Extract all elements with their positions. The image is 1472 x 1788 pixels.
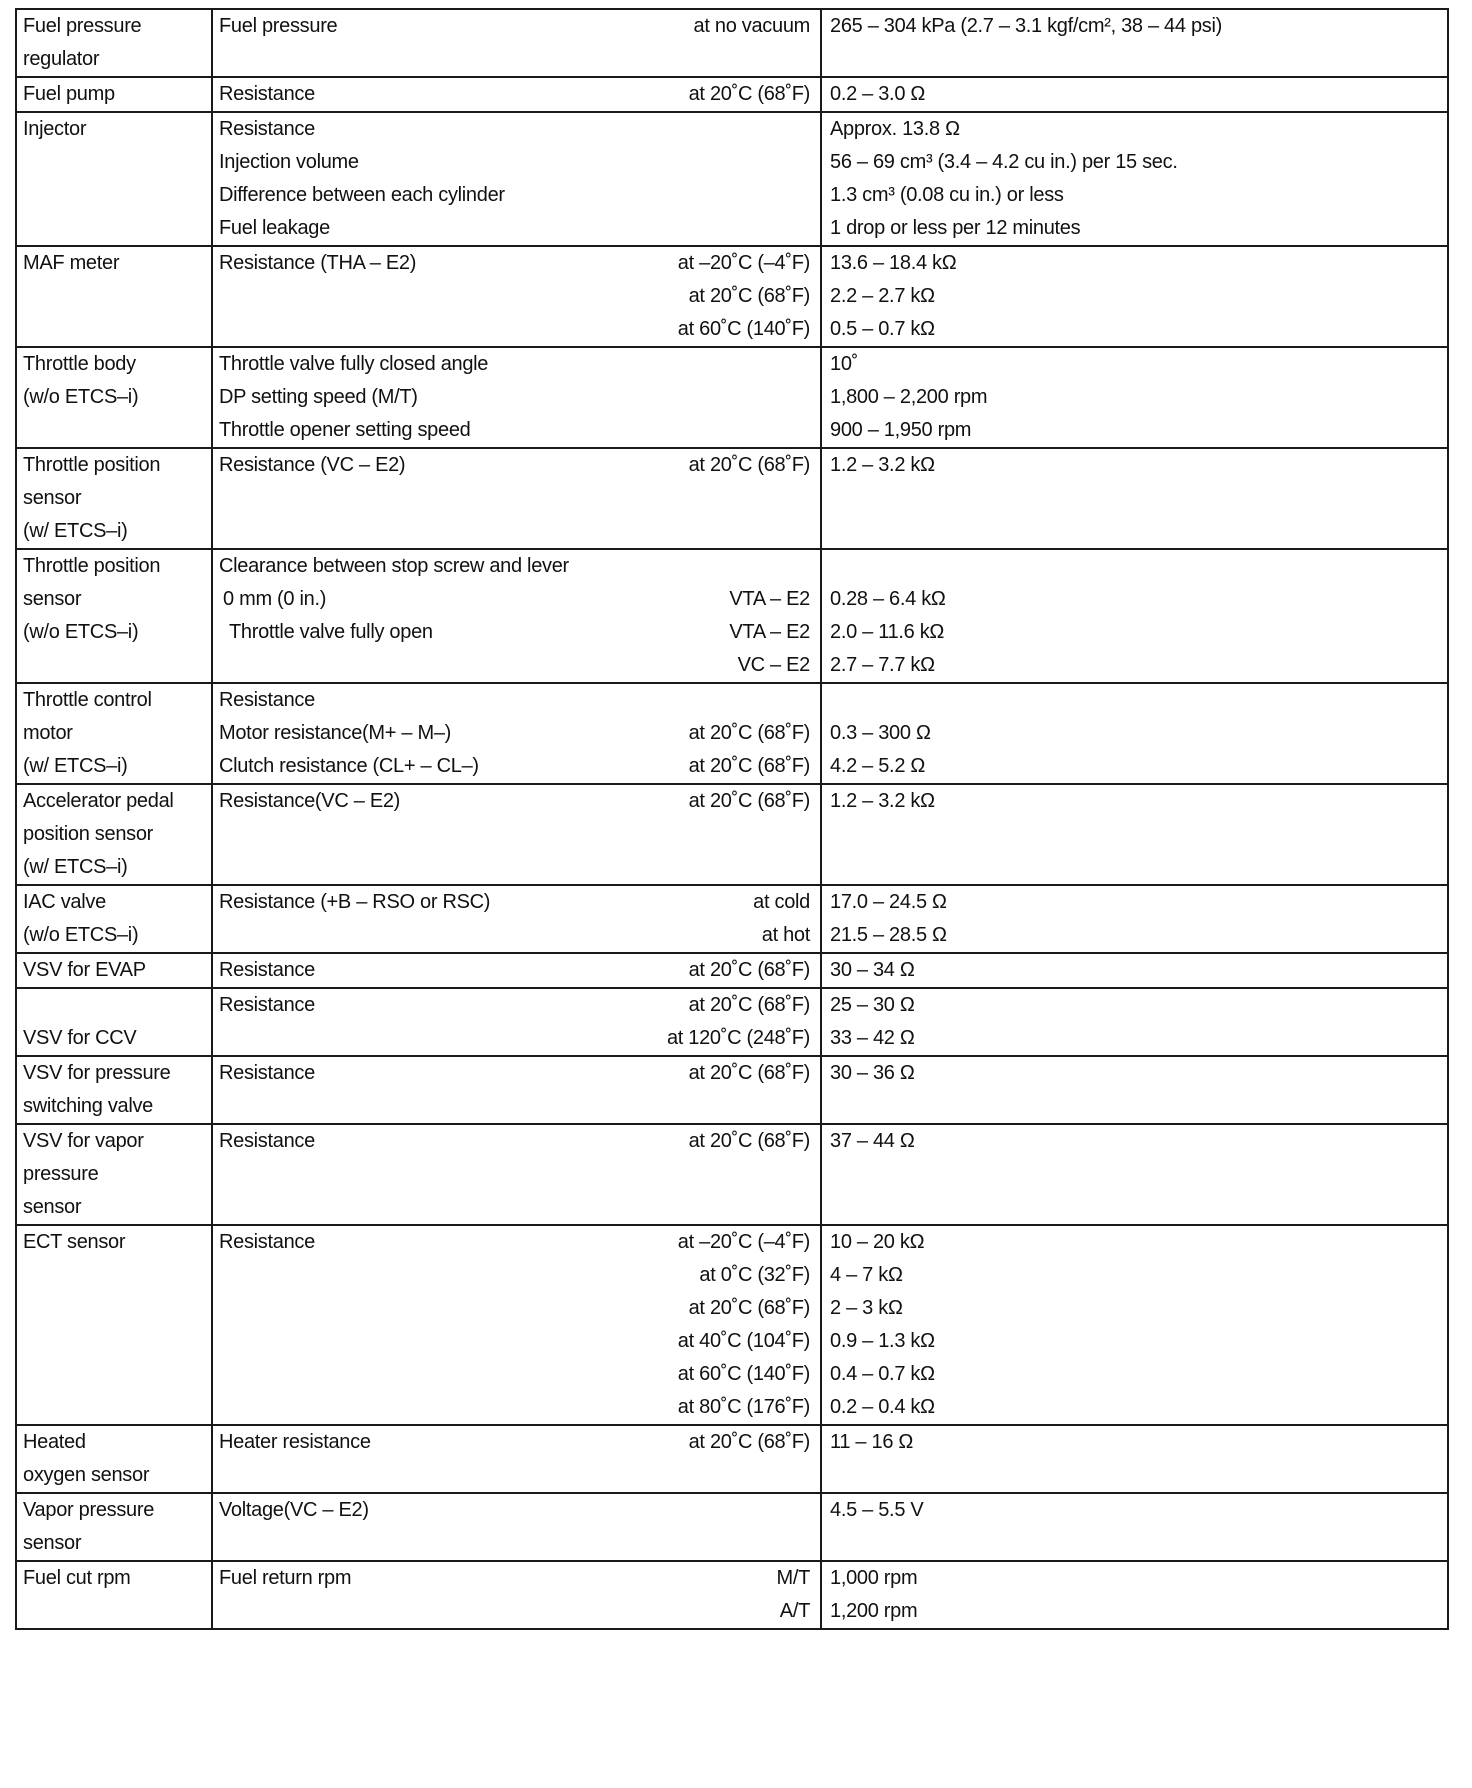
component-name-line: IAC valve <box>23 891 106 913</box>
table-row <box>16 9 1448 77</box>
check-item-label: Resistance (THA – E2) <box>219 252 417 274</box>
check-item-label: Resistance <box>219 1231 315 1253</box>
spec-value-cell <box>821 885 1448 953</box>
spec-value <box>822 1527 1447 1560</box>
spec-value: 2 – 3 kΩ <box>830 1297 903 1319</box>
component-name-line: Fuel pump <box>23 83 115 105</box>
spec-value <box>822 550 1447 583</box>
check-item-label: Difference between each cylinder <box>219 184 505 206</box>
spec-value: 21.5 – 28.5 Ω <box>830 924 947 946</box>
test-condition: at 60˚C (140˚F) <box>677 318 810 340</box>
check-item-line <box>213 212 820 245</box>
component-name-line <box>17 1391 211 1424</box>
check-item-line <box>213 449 820 482</box>
spec-value-cell <box>821 1124 1448 1225</box>
check-item-line <box>213 1057 820 1090</box>
spec-table-body <box>16 9 1448 1629</box>
table-row <box>16 1493 1448 1561</box>
check-item-line <box>213 750 820 783</box>
check-item-label: Resistance <box>219 1062 315 1084</box>
spec-value-cell <box>821 1425 1448 1493</box>
check-item-cell <box>212 683 821 784</box>
component-name-line <box>17 179 211 212</box>
component-cell <box>16 347 212 448</box>
component-name-line <box>17 212 211 245</box>
table-row <box>16 448 1448 549</box>
component-name-line <box>17 1358 211 1391</box>
check-item-line <box>213 146 820 179</box>
test-condition: at 120˚C (248˚F) <box>666 1027 810 1049</box>
check-item-label: Injection volume <box>219 151 359 173</box>
component-cell <box>16 885 212 953</box>
check-item-line <box>213 785 820 818</box>
spec-value <box>822 851 1447 884</box>
check-item-line <box>213 851 820 884</box>
component-name-line: sensor <box>23 487 82 509</box>
check-item-label: Clutch resistance (CL+ – CL–) <box>219 755 479 777</box>
table-row <box>16 77 1448 112</box>
check-item-label: Throttle valve fully closed angle <box>219 353 489 375</box>
table-row <box>16 1425 1448 1493</box>
component-cell <box>16 1056 212 1124</box>
check-item-label: Resistance <box>219 118 315 140</box>
check-item-line <box>213 1391 820 1424</box>
check-item-label: Voltage(VC – E2) <box>219 1499 369 1521</box>
check-item-cell <box>212 1056 821 1124</box>
spec-value-cell <box>821 1056 1448 1124</box>
component-name-line: sensor <box>23 588 82 610</box>
component-cell <box>16 1561 212 1629</box>
check-item-line <box>213 954 820 987</box>
check-item-label: Resistance <box>219 689 315 711</box>
spec-value: 2.0 – 11.6 kΩ <box>830 621 945 643</box>
check-item-label: Throttle valve fully open <box>229 621 433 643</box>
component-name-line: Heated <box>23 1431 86 1453</box>
check-item-label: Fuel pressure <box>219 15 338 37</box>
check-item-cell <box>212 1561 821 1629</box>
check-item-cell <box>212 347 821 448</box>
spec-value: 10˚ <box>830 353 859 375</box>
component-name-line: (w/ ETCS–i) <box>23 856 128 878</box>
component-name-line: Throttle control <box>23 689 152 711</box>
component-cell <box>16 953 212 988</box>
spec-value-cell <box>821 77 1448 112</box>
check-item-line <box>213 1158 820 1191</box>
check-item-line <box>213 247 820 280</box>
component-name-line: oxygen sensor <box>23 1464 150 1486</box>
check-item-line <box>213 717 820 750</box>
test-condition: at 20˚C (68˚F) <box>688 454 810 476</box>
table-row <box>16 1561 1448 1629</box>
spec-value: 4.2 – 5.2 Ω <box>830 755 926 777</box>
component-cell <box>16 784 212 885</box>
table-row <box>16 549 1448 683</box>
component-name-line: VSV for EVAP <box>23 959 146 981</box>
component-name-line <box>17 1292 211 1325</box>
check-item-label: Resistance (+B – RSO or RSC) <box>219 891 491 913</box>
check-item-cell <box>212 112 821 246</box>
test-condition: at 20˚C (68˚F) <box>688 285 810 307</box>
test-condition: at 20˚C (68˚F) <box>688 1431 810 1453</box>
spec-value <box>822 818 1447 851</box>
check-item-line <box>213 818 820 851</box>
check-item-cell <box>212 549 821 683</box>
test-condition: at 20˚C (68˚F) <box>688 722 810 744</box>
component-name-line: Throttle position <box>23 454 161 476</box>
test-condition: at 40˚C (104˚F) <box>677 1330 810 1352</box>
component-name-line: Throttle body <box>23 353 136 375</box>
spec-value-cell <box>821 347 1448 448</box>
check-item-line <box>213 684 820 717</box>
table-row <box>16 784 1448 885</box>
check-item-label: Resistance (VC – E2) <box>219 454 406 476</box>
check-item-cell <box>212 1124 821 1225</box>
spec-value <box>822 684 1447 717</box>
spec-value: 1 drop or less per 12 minutes <box>830 217 1081 239</box>
spec-value: 1,800 – 2,200 rpm <box>830 386 988 408</box>
component-name-line: sensor <box>23 1532 82 1554</box>
check-item-line <box>213 1595 820 1628</box>
check-item-label: Resistance(VC – E2) <box>219 790 401 812</box>
component-name-line: (w/o ETCS–i) <box>23 924 139 946</box>
spec-value-cell <box>821 112 1448 246</box>
test-condition: at 20˚C (68˚F) <box>688 994 810 1016</box>
check-item-cell <box>212 448 821 549</box>
component-name-line: Fuel pressure <box>23 15 142 37</box>
spec-value-cell <box>821 953 1448 988</box>
test-condition: at 80˚C (176˚F) <box>677 1396 810 1418</box>
check-item-cell <box>212 784 821 885</box>
component-name-line: Injector <box>23 118 87 140</box>
table-row <box>16 347 1448 448</box>
spec-value-cell <box>821 1561 1448 1629</box>
component-name-line: switching valve <box>23 1095 154 1117</box>
check-item-line <box>213 43 820 76</box>
spec-value: 1.2 – 3.2 kΩ <box>830 454 935 476</box>
check-item-line <box>213 113 820 146</box>
component-name-line: Vapor pressure <box>23 1499 155 1521</box>
check-item-label: Heater resistance <box>219 1431 371 1453</box>
test-condition: at no vacuum <box>693 15 810 37</box>
component-cell <box>16 683 212 784</box>
spec-value: 0.28 – 6.4 kΩ <box>830 588 946 610</box>
check-item-line <box>213 381 820 414</box>
component-cell <box>16 1225 212 1425</box>
check-item-line <box>213 1259 820 1292</box>
component-cell <box>16 112 212 246</box>
component-name-line: sensor <box>23 1196 82 1218</box>
check-item-label: Resistance <box>219 1130 315 1152</box>
spec-value: 17.0 – 24.5 Ω <box>830 891 947 913</box>
check-item-line <box>213 1325 820 1358</box>
component-cell <box>16 448 212 549</box>
spec-value: 4.5 – 5.5 V <box>830 1499 924 1521</box>
check-item-line <box>213 1494 820 1527</box>
component-cell <box>16 1124 212 1225</box>
check-item-line <box>213 10 820 43</box>
table-row <box>16 1124 1448 1225</box>
test-condition: at 20˚C (68˚F) <box>688 83 810 105</box>
table-row <box>16 112 1448 246</box>
spec-value: 1,200 rpm <box>830 1600 918 1622</box>
spec-value: 30 – 34 Ω <box>830 959 915 981</box>
spec-value: 0.3 – 300 Ω <box>830 722 931 744</box>
component-name-line: MAF meter <box>23 252 120 274</box>
spec-value <box>822 515 1447 548</box>
check-item-line <box>213 1125 820 1158</box>
component-cell <box>16 246 212 347</box>
component-cell <box>16 1425 212 1493</box>
check-item-line <box>213 583 820 616</box>
check-item-cell <box>212 988 821 1056</box>
table-row <box>16 988 1448 1056</box>
component-name-line <box>17 414 211 447</box>
test-condition: M/T <box>776 1567 810 1589</box>
component-name-line: (w/o ETCS–i) <box>23 386 139 408</box>
spec-value-cell <box>821 988 1448 1056</box>
spec-value-cell <box>821 1493 1448 1561</box>
check-item-line <box>213 179 820 212</box>
check-item-line <box>213 1358 820 1391</box>
spec-value: 265 – 304 kPa (2.7 – 3.1 kgf/cm², 38 – 44 psi) <box>830 15 1222 37</box>
check-item-label: Resistance <box>219 994 315 1016</box>
check-item-label: Motor resistance(M+ – M–) <box>219 722 452 744</box>
check-item-line <box>213 616 820 649</box>
spec-value: 0.4 – 0.7 kΩ <box>830 1363 935 1385</box>
table-row <box>16 1225 1448 1425</box>
spec-value: Approx. 13.8 Ω <box>830 118 960 140</box>
check-item-line <box>213 78 820 111</box>
check-item-line <box>213 1226 820 1259</box>
check-item-cell <box>212 1493 821 1561</box>
component-name-line: position sensor <box>23 823 154 845</box>
test-condition: at 20˚C (68˚F) <box>688 1297 810 1319</box>
component-name-line <box>17 989 211 1022</box>
check-item-line <box>213 1090 820 1123</box>
check-item-line <box>213 886 820 919</box>
component-name-line: Accelerator pedal <box>23 790 174 812</box>
spec-value: 25 – 30 Ω <box>830 994 915 1016</box>
check-item-label: 0 mm (0 in.) <box>223 588 327 610</box>
component-name-line: regulator <box>23 48 100 70</box>
test-condition: at 60˚C (140˚F) <box>677 1363 810 1385</box>
spec-value: 1.2 – 3.2 kΩ <box>830 790 935 812</box>
table-row <box>16 246 1448 347</box>
spec-value: 1.3 cm³ (0.08 cu in.) or less <box>830 184 1064 206</box>
check-item-cell <box>212 9 821 77</box>
test-condition: at 20˚C (68˚F) <box>688 1062 810 1084</box>
check-item-line <box>213 989 820 1022</box>
spec-value: 0.2 – 0.4 kΩ <box>830 1396 935 1418</box>
test-condition: at 20˚C (68˚F) <box>688 790 810 812</box>
spec-value-cell <box>821 683 1448 784</box>
component-name-line <box>17 1595 211 1628</box>
component-name-line <box>17 280 211 313</box>
spec-value: 30 – 36 Ω <box>830 1062 915 1084</box>
check-item-label: Clearance between stop screw and lever <box>219 555 569 577</box>
spec-value: 33 – 42 Ω <box>830 1027 915 1049</box>
check-item-line <box>213 1022 820 1055</box>
spec-value: 11 – 16 Ω <box>830 1431 914 1453</box>
test-condition: VC – E2 <box>737 654 810 676</box>
check-item-label: Fuel return rpm <box>219 1567 352 1589</box>
check-item-line <box>213 313 820 346</box>
spec-table <box>15 8 1449 1630</box>
check-item-line <box>213 482 820 515</box>
check-item-cell <box>212 77 821 112</box>
component-name-line <box>17 146 211 179</box>
check-item-line <box>213 919 820 952</box>
check-item-cell <box>212 1425 821 1493</box>
test-condition: at 20˚C (68˚F) <box>688 959 810 981</box>
spec-value <box>822 1191 1447 1224</box>
component-name-line: (w/ ETCS–i) <box>23 520 128 542</box>
component-cell <box>16 9 212 77</box>
spec-value <box>822 482 1447 515</box>
table-row <box>16 1056 1448 1124</box>
component-name-line: pressure <box>23 1163 99 1185</box>
component-cell <box>16 77 212 112</box>
spec-value: 4 – 7 kΩ <box>830 1264 903 1286</box>
check-item-line <box>213 348 820 381</box>
component-name-line <box>17 313 211 346</box>
table-row <box>16 953 1448 988</box>
component-name-line <box>17 1259 211 1292</box>
check-item-label: Throttle opener setting speed <box>219 419 471 441</box>
spec-value: 13.6 – 18.4 kΩ <box>830 252 957 274</box>
test-condition: at cold <box>753 891 810 913</box>
spec-value: 0.2 – 3.0 Ω <box>830 83 926 105</box>
component-name-line <box>17 649 211 682</box>
spec-value-cell <box>821 448 1448 549</box>
component-name-line: (w/o ETCS–i) <box>23 621 139 643</box>
check-item-line <box>213 1527 820 1560</box>
spec-value <box>822 43 1447 76</box>
spec-value <box>822 1459 1447 1492</box>
spec-value-cell <box>821 246 1448 347</box>
check-item-line <box>213 515 820 548</box>
test-condition: VTA – E2 <box>729 588 810 610</box>
table-row <box>16 885 1448 953</box>
check-item-label: Resistance <box>219 83 315 105</box>
table-row <box>16 683 1448 784</box>
check-item-label: Resistance <box>219 959 315 981</box>
spec-value: 2.2 – 2.7 kΩ <box>830 285 935 307</box>
test-condition: at 0˚C (32˚F) <box>699 1264 810 1286</box>
test-condition: at –20˚C (–4˚F) <box>677 1231 810 1253</box>
component-name-line: (w/ ETCS–i) <box>23 755 128 777</box>
spec-value <box>822 1158 1447 1191</box>
test-condition: at hot <box>761 924 810 946</box>
component-name-line: VSV for CCV <box>23 1027 137 1049</box>
test-condition: at –20˚C (–4˚F) <box>677 252 810 274</box>
component-name-line: VSV for pressure <box>23 1062 171 1084</box>
spec-value: 0.9 – 1.3 kΩ <box>830 1330 935 1352</box>
test-condition: at 20˚C (68˚F) <box>688 755 810 777</box>
component-cell <box>16 1493 212 1561</box>
spec-value: 10 – 20 kΩ <box>830 1231 925 1253</box>
check-item-line <box>213 550 820 583</box>
check-item-line <box>213 1292 820 1325</box>
check-item-line <box>213 414 820 447</box>
component-cell <box>16 549 212 683</box>
component-name-line: ECT sensor <box>23 1231 126 1253</box>
component-name-line: Fuel cut rpm <box>23 1567 131 1589</box>
test-condition: at 20˚C (68˚F) <box>688 1130 810 1152</box>
spec-value-cell <box>821 1225 1448 1425</box>
component-name-line: Throttle position <box>23 555 161 577</box>
component-name-line: VSV for vapor <box>23 1130 144 1152</box>
check-item-line <box>213 1191 820 1224</box>
spec-value: 56 – 69 cm³ (3.4 – 4.2 cu in.) per 15 sec. <box>830 151 1178 173</box>
test-condition: VTA – E2 <box>729 621 810 643</box>
spec-value: 1,000 rpm <box>830 1567 918 1589</box>
component-name-line: motor <box>23 722 73 744</box>
check-item-cell <box>212 953 821 988</box>
check-item-line <box>213 280 820 313</box>
check-item-cell <box>212 246 821 347</box>
spec-value-cell <box>821 784 1448 885</box>
test-condition: A/T <box>779 1600 810 1622</box>
check-item-cell <box>212 1225 821 1425</box>
check-item-label: DP setting speed (M/T) <box>219 386 418 408</box>
spec-value <box>822 1090 1447 1123</box>
spec-value: 0.5 – 0.7 kΩ <box>830 318 935 340</box>
spec-value: 2.7 – 7.7 kΩ <box>830 654 935 676</box>
spec-value-cell <box>821 9 1448 77</box>
spec-value-cell <box>821 549 1448 683</box>
spec-value: 900 – 1,950 rpm <box>830 419 972 441</box>
check-item-cell <box>212 885 821 953</box>
check-item-line <box>213 649 820 682</box>
check-item-line <box>213 1459 820 1492</box>
spec-value: 37 – 44 Ω <box>830 1130 915 1152</box>
check-item-label: Fuel leakage <box>219 217 330 239</box>
component-cell <box>16 988 212 1056</box>
check-item-line <box>213 1426 820 1459</box>
component-name-line <box>17 1325 211 1358</box>
check-item-line <box>213 1562 820 1595</box>
